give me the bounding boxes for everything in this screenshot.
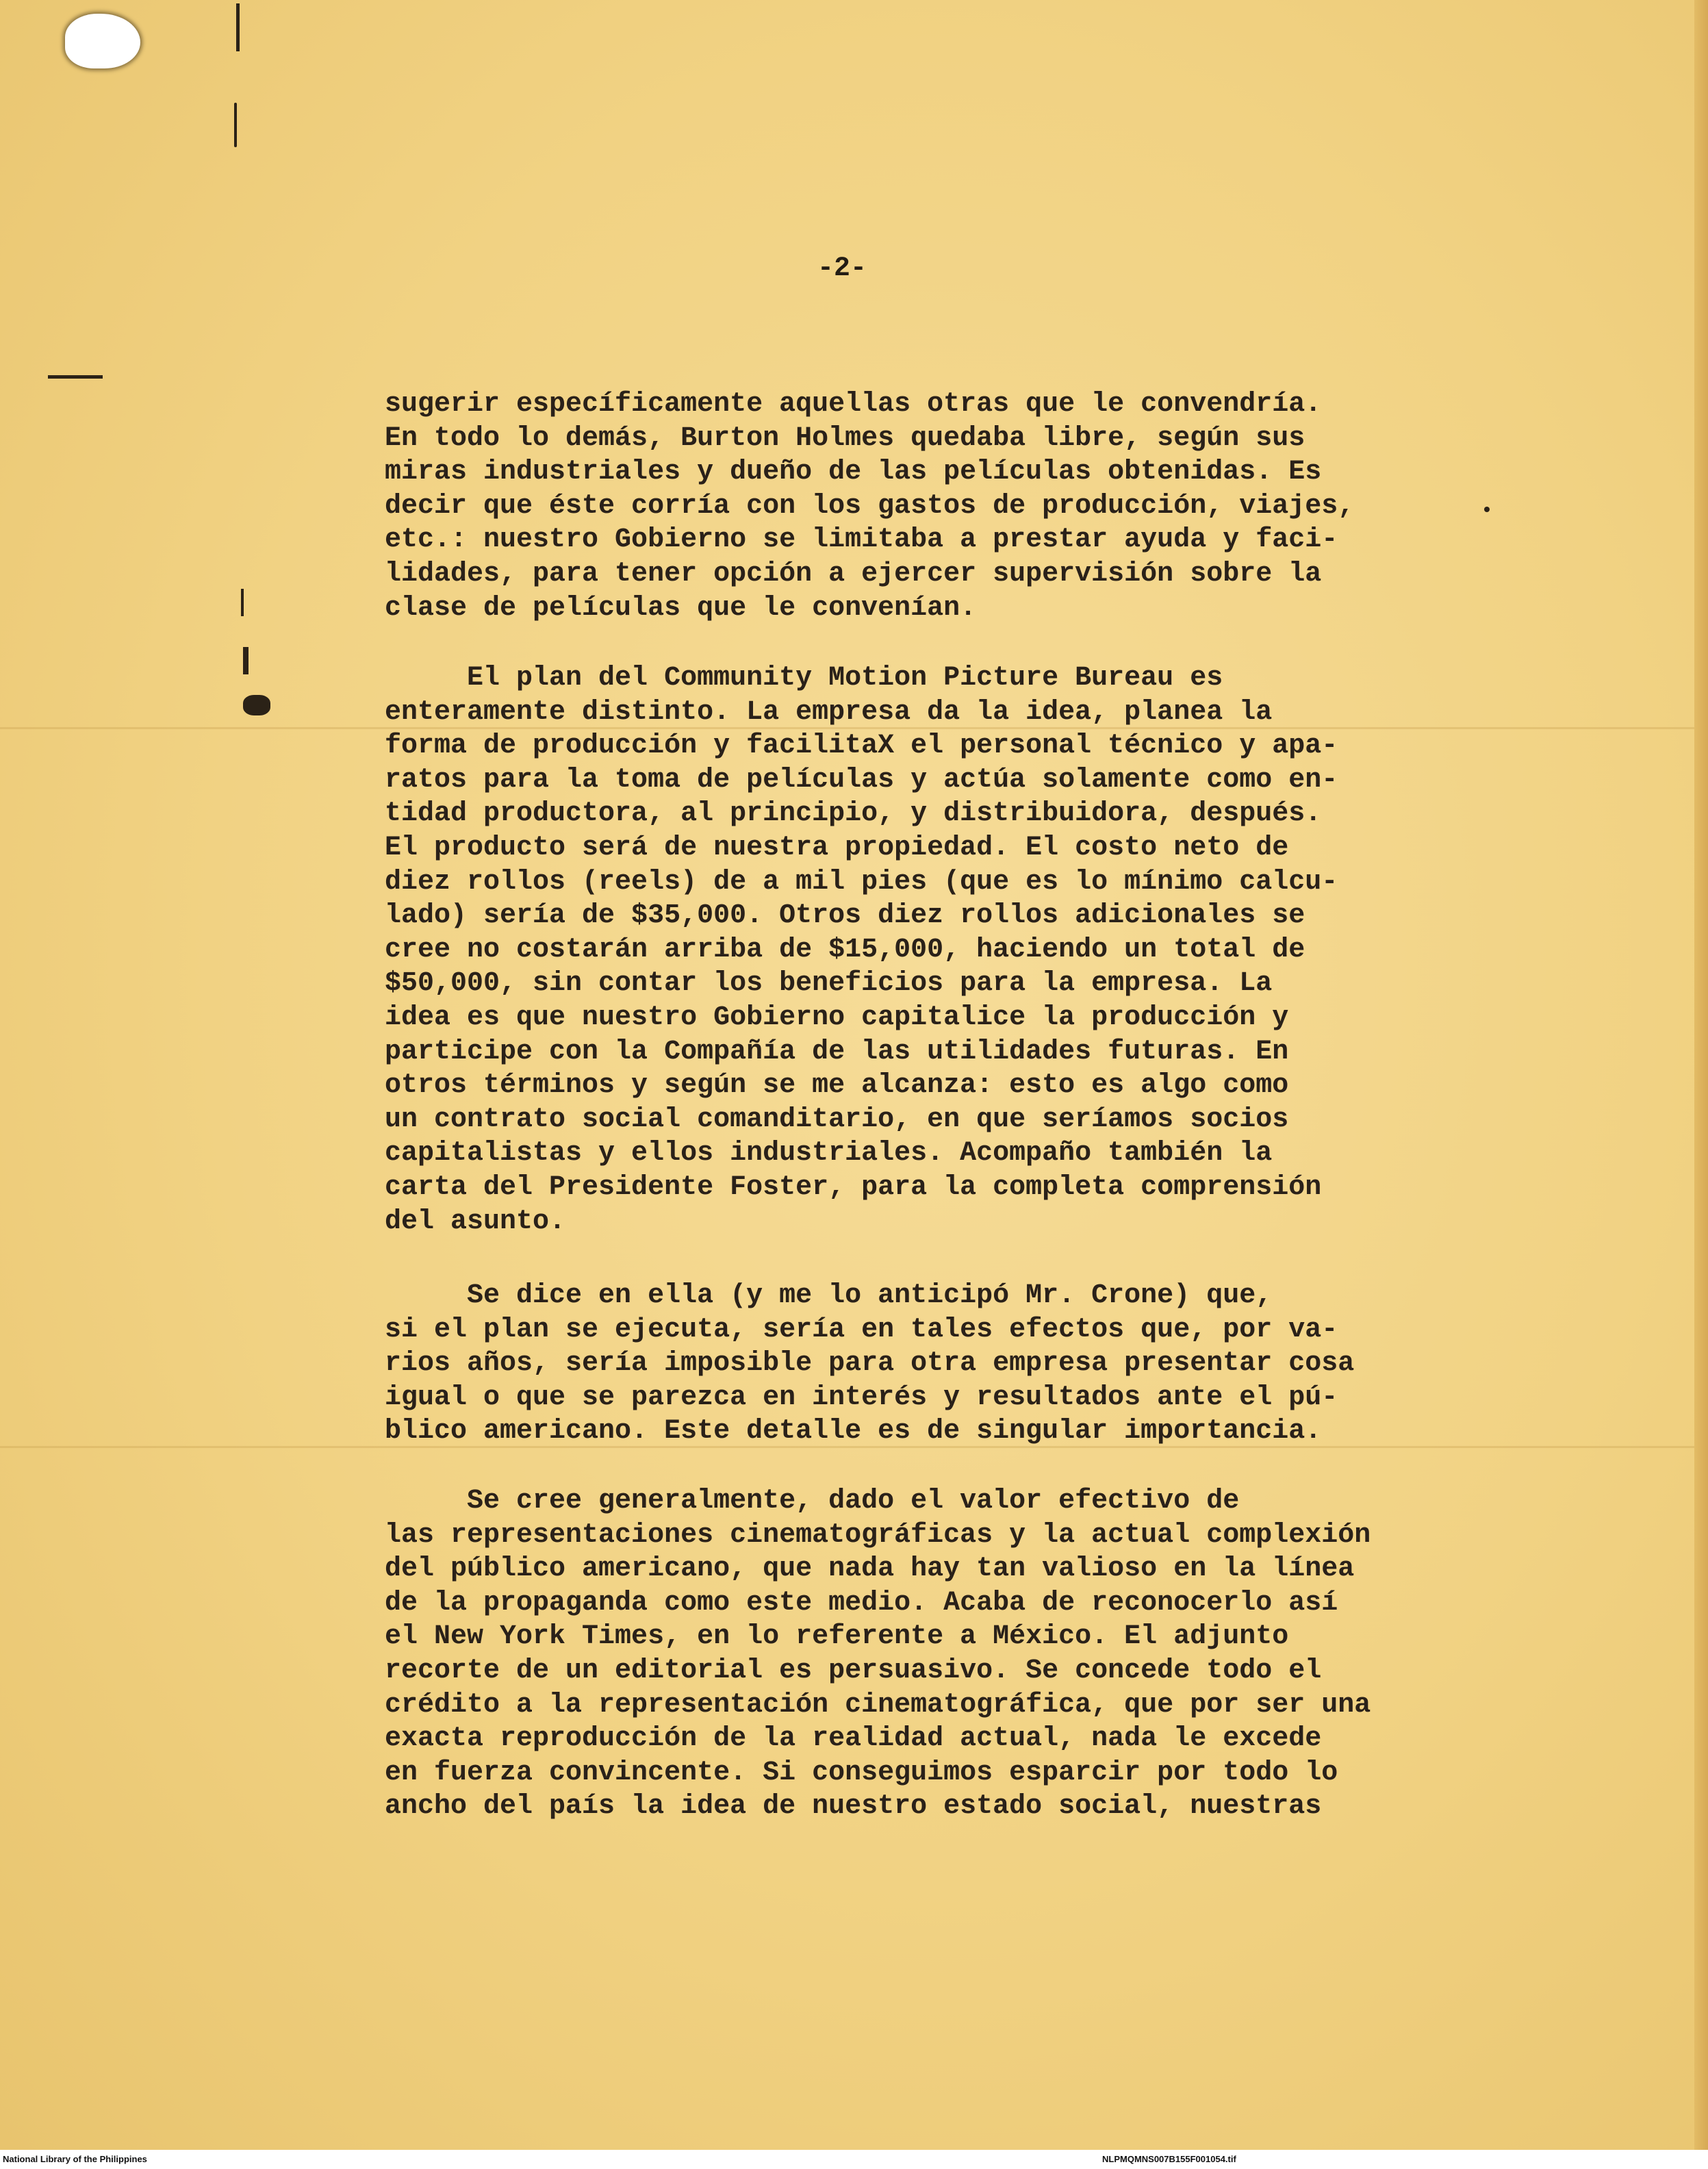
text-line: Se cree generalmente, dado el valor efectivo de bbox=[385, 1486, 1240, 1517]
text-line: capitalistas y ellos industriales. Acompaño también la bbox=[385, 1138, 1273, 1169]
sheet-edge-shadow bbox=[1694, 0, 1708, 2150]
text-line: tidad productora, al principio, y distribuidora, después. bbox=[385, 798, 1322, 830]
text-line: si el plan se ejecuta, sería en tales efectos que, por va- bbox=[385, 1314, 1338, 1345]
paragraph-1 bbox=[385, 388, 1354, 625]
text-line: enteramente distinto. La empresa da la idea, planea la bbox=[385, 696, 1273, 728]
text-line: recorte de un editorial es persuasivo. Se concede todo el bbox=[385, 1655, 1322, 1686]
page-number: -2- bbox=[817, 253, 867, 284]
text-line: del público americano, que nada hay tan valioso en la línea bbox=[385, 1553, 1355, 1585]
ink-mark bbox=[234, 103, 237, 147]
text-line: ancho del país la idea de nuestro estado social, nuestras bbox=[385, 1791, 1322, 1823]
paragraph-3 bbox=[385, 1279, 1354, 1449]
text-line: ratos para la toma de películas y actúa solamente como en- bbox=[385, 764, 1338, 796]
text-line: El producto será de nuestra propiedad. El costo neto de bbox=[385, 832, 1289, 863]
scan-footer bbox=[0, 2150, 1708, 2169]
ink-mark bbox=[243, 647, 248, 674]
text-line: blico americano. Este detalle es de singular importancia. bbox=[385, 1416, 1322, 1447]
text-line: de la propaganda como este medio. Acaba de reconocerlo así bbox=[385, 1587, 1338, 1619]
text-line: En todo lo demás, Burton Holmes quedaba libre, según sus bbox=[385, 422, 1305, 454]
text-line: etc.: nuestro Gobierno se limitaba a prestar ayuda y faci- bbox=[385, 524, 1338, 556]
ink-mark bbox=[236, 3, 240, 51]
text-line: decir que éste corría con los gastos de producción, viajes, bbox=[385, 490, 1355, 522]
paragraph-2 bbox=[385, 661, 1338, 1239]
text-line: el New York Times, en lo referente a México. El adjunto bbox=[385, 1621, 1289, 1653]
ink-mark bbox=[48, 375, 103, 379]
text-line: las representaciones cinematográficas y la actual complexión bbox=[385, 1519, 1371, 1551]
text-line: participe con la Compañía de las utilidades futuras. En bbox=[385, 1036, 1289, 1067]
ink-mark bbox=[243, 695, 270, 715]
text-line: miras industriales y dueño de las películas obtenidas. Es bbox=[385, 457, 1322, 488]
ink-mark bbox=[241, 589, 244, 616]
text-line: Se dice en ella (y me lo anticipó Mr. Crone) que, bbox=[385, 1280, 1273, 1311]
torn-corner bbox=[65, 14, 140, 68]
library-credit: National Library of the Philippines bbox=[3, 2154, 147, 2164]
text-line: forma de producción y facilitaX el personal técnico y apa- bbox=[385, 731, 1338, 762]
text-line: El plan del Community Motion Picture Bureau es bbox=[385, 663, 1223, 694]
text-line: rios años, sería imposible para otra empresa presentar cosa bbox=[385, 1348, 1355, 1380]
text-line: exacta reproducción de la realidad actual, nada le excede bbox=[385, 1723, 1322, 1755]
ink-dot bbox=[1484, 507, 1490, 512]
text-line: diez rollos (reels) de a mil pies (que es lo mínimo calcu- bbox=[385, 866, 1338, 898]
text-line: en fuerza convincente. Si conseguimos esparcir por todo lo bbox=[385, 1757, 1338, 1788]
text-line: otros términos y según se me alcanza: esto es algo como bbox=[385, 1070, 1289, 1102]
text-line: clase de películas que le convenían. bbox=[385, 592, 977, 624]
text-line: lidades, para tener opción a ejercer supervisión sobre la bbox=[385, 558, 1322, 589]
scan-filename: NLPMQMNS007B155F001054.tif bbox=[1102, 2154, 1236, 2164]
text-line: un contrato social comanditario, en que seríamos socios bbox=[385, 1104, 1289, 1135]
text-line: sugerir específicamente aquellas otras que le convendría. bbox=[385, 389, 1322, 420]
text-line: cree no costarán arriba de $15,000, haciendo un total de bbox=[385, 934, 1305, 965]
text-line: $50,000, sin contar los beneficios para la empresa. La bbox=[385, 968, 1273, 1000]
text-line: lado) sería de $35,000. Otros diez rollos adicionales se bbox=[385, 900, 1305, 932]
text-line: crédito a la representación cinematográfica, que por ser una bbox=[385, 1689, 1371, 1721]
text-line: del asunto. bbox=[385, 1206, 566, 1237]
paragraph-4 bbox=[385, 1484, 1371, 1824]
text-line: idea es que nuestro Gobierno capitalice la producción y bbox=[385, 1002, 1289, 1033]
text-line: igual o que se parezca en interés y resultados ante el pú- bbox=[385, 1382, 1338, 1413]
text-line: carta del Presidente Foster, para la completa comprensión bbox=[385, 1171, 1322, 1203]
